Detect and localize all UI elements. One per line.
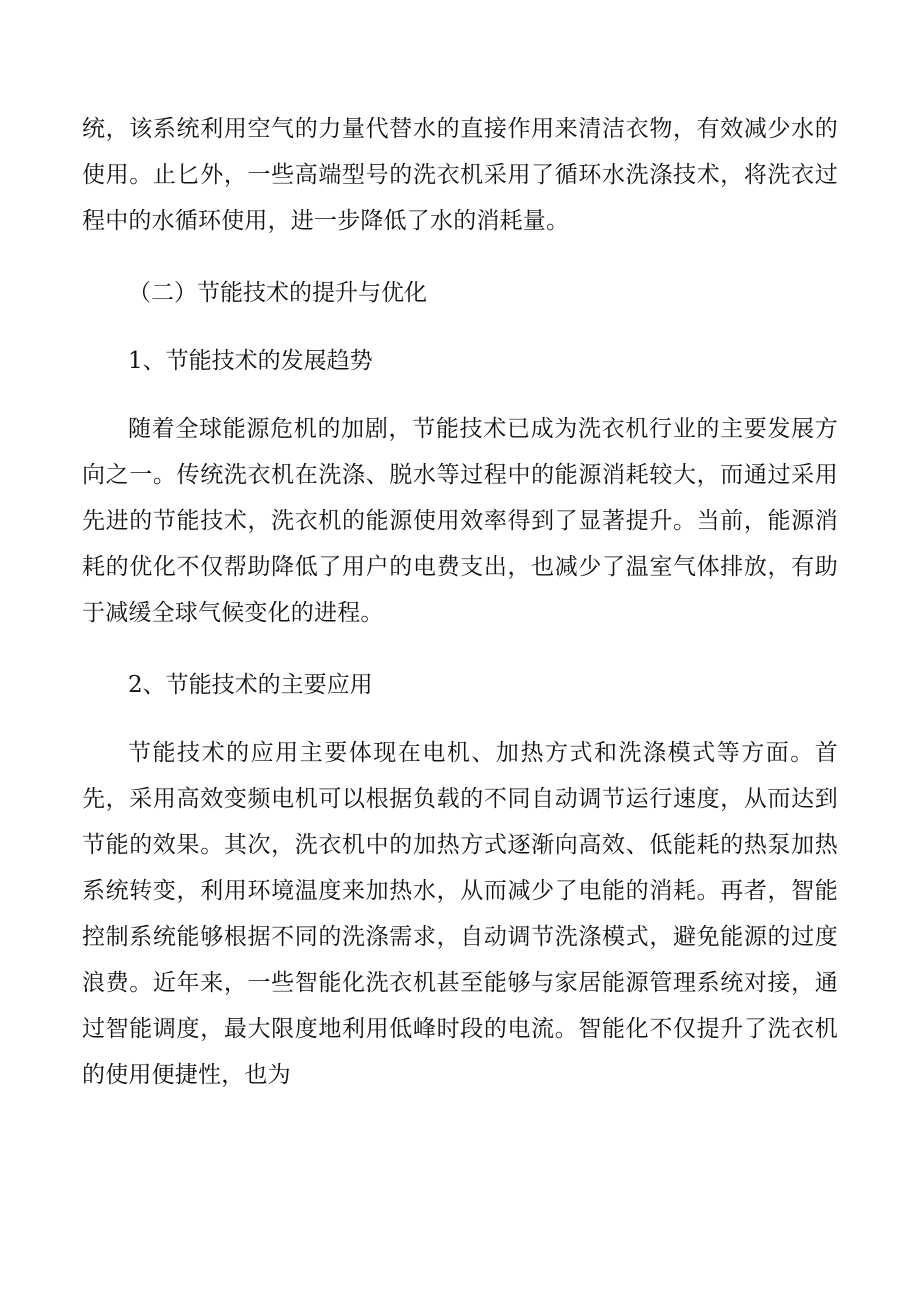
subsection-heading-1: 1、节能技术的发展趋势	[128, 348, 373, 374]
document-page	[82, 106, 838, 1098]
paragraph-applications: 节能技术的应用主要体现在电机、加热方式和洗涤模式等方面。首先，采用高效变频电机可以根据负载的不同自动调节运行速度，从而达到节能的效果。其次，洗衣机中的加热方式逐渐向高效、低能耗的热泵加热系统转变，利用环境温度来加热水，从而减少了电能的消耗。再者，智能控制系统能够根据不同的洗涤需求，自动调节洗涤模式，避免能源的过度浪费。近年来，一些智能化洗衣机甚至能够与家居能源管理系统对接，通过智能调度，最大限度地利用低峰时段的电流。智能化不仅提升了洗衣机的使用便捷性，也为	[82, 740, 838, 1088]
paragraph-trend: 随着全球能源危机的加剧，节能技术已成为洗衣机行业的主要发展方向之一。传统洗衣机在洗涤、脱水等过程中的能源消耗较大，而通过采用先进的节能技术，洗衣机的能源使用效率得到了显著提升。当前，能源消耗的优化不仅帮助降低了用户的电费支出，也减少了温室气体排放，有助于减缓全球气候变化的进程。	[82, 416, 838, 626]
subsection-heading-2: 2、节能技术的主要应用	[128, 672, 373, 698]
paragraph-continuation: 统，该系统利用空气的力量代替水的直接作用来清洁衣物，有效减少水的使用。止匕外，一些高端型号的洗衣机采用了循环水洗涤技术，将洗衣过程中的水循环使用，进一步降低了水的消耗量。	[82, 116, 838, 234]
section-heading: （二）节能技术的提升与优化	[128, 280, 427, 306]
